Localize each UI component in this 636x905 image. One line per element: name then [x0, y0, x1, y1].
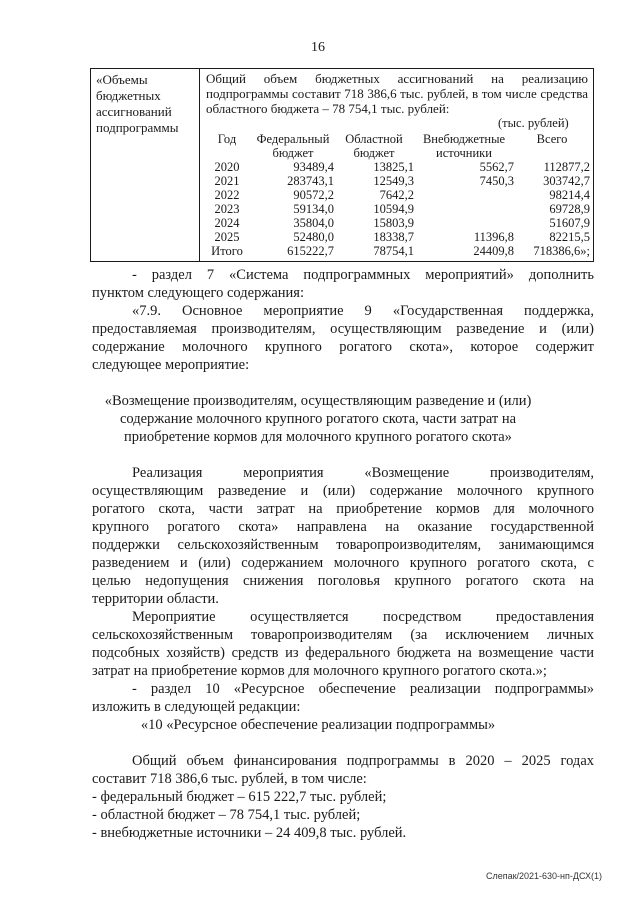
budget-table	[202, 132, 590, 258]
cell-regional: 15803,9	[373, 216, 414, 230]
table-total-row	[202, 244, 590, 258]
cell-total: 51607,9	[549, 216, 590, 230]
text-line: Реализация мероприятия «Возмещение производителям,	[132, 465, 594, 481]
cell-extrabudget: 11396,8	[473, 230, 514, 244]
box-divider	[199, 69, 200, 261]
measure-title-line: содержание молочного крупного рогатого скота, части затрат на	[119, 411, 517, 427]
text-line: - раздел 7 «Система подпрограммных мероприятий» дополнить	[132, 267, 594, 283]
cell-federal: 93489,4	[293, 160, 334, 174]
cell-federal: 52480,0	[293, 230, 334, 244]
text-line: составит 718 386,6 тыс. рублей, в том числе:	[92, 771, 367, 787]
list-item: - федеральный бюджет – 615 222,7 тыс. рублей;	[92, 789, 387, 805]
text-line: разведением и (или) содержанием молочного крупного рогатого скота, с	[92, 555, 594, 571]
cell-year: 2023	[214, 202, 240, 216]
cell-federal: 35804,0	[293, 216, 334, 230]
box-intro-text: Общий объем бюджетных ассигнований на реализацию подпрограммы составит 718 386,6 тыс. рублей, в том числе средства областного бюджета – 78 754,1 тыс. рублей:	[206, 71, 588, 116]
text-line: затрат на приобретение кормов для молочного крупного рогатого скота.»;	[92, 663, 547, 679]
table-row	[202, 174, 590, 188]
cell-federal: 283743,1	[287, 174, 334, 188]
cell-total: 718386,6»;	[533, 244, 590, 258]
box-label-line: подпрограммы	[96, 120, 179, 135]
text-line: следующее мероприятие:	[92, 357, 250, 373]
table-row	[202, 230, 590, 244]
list-item: - внебюджетные источники – 24 409,8 тыс. рублей.	[92, 825, 407, 841]
cell-total: 303742,7	[543, 174, 590, 188]
table-row	[202, 216, 590, 230]
text-line: Мероприятие осуществляется посредством предоставления	[132, 609, 594, 625]
text-line: целью недопущения снижения поголовья крупного рогатого скота на	[92, 573, 594, 589]
cell-total: 69728,9	[549, 202, 590, 216]
text-line: - раздел 10 «Ресурсное обеспечение реализации подпрограммы»	[132, 681, 594, 697]
cell-regional: 12549,3	[373, 174, 414, 188]
cell-regional: 13825,1	[373, 160, 414, 174]
measure-title-line: приобретение кормов для молочного крупного рогатого скота»	[124, 429, 512, 445]
text-line: изложить в следующей редакции:	[92, 699, 301, 715]
cell-year: 2024	[214, 216, 240, 230]
cell-extrabudget: 24409,8	[473, 244, 514, 258]
cell-year: 2020	[214, 160, 240, 174]
section-10-title: «10 «Ресурсное обеспечение реализации подпрограммы»	[140, 717, 496, 733]
table-row	[202, 188, 590, 202]
table-header-row	[202, 132, 590, 160]
header-federal: Федеральный бюджет	[256, 132, 330, 160]
cell-total: 82215,5	[549, 230, 590, 244]
cell-extrabudget	[414, 202, 514, 216]
cell-federal: 59134,0	[293, 202, 334, 216]
cell-regional: 18338,7	[373, 230, 414, 244]
box-label-line: бюджетных	[96, 88, 161, 103]
cell-year: 2025	[214, 230, 240, 244]
cell-regional: 7642,2	[379, 188, 414, 202]
header-year: Год	[217, 132, 237, 146]
cell-extrabudget	[414, 188, 514, 202]
text-line: пунктом следующего содержания:	[92, 285, 304, 301]
text-line: территории области.	[92, 591, 219, 607]
text-line: рогатого скота, части затрат на приобретение кормов для молочного	[92, 501, 594, 517]
text-line: поддержки сельскохозяйственным товаропроизводителям, занимающимся	[92, 537, 594, 553]
cell-federal: 90572,2	[293, 188, 334, 202]
table-row	[202, 202, 590, 216]
cell-extrabudget: 5562,7	[479, 160, 514, 174]
cell-total: 98214,4	[549, 188, 590, 202]
box-label-line: ассигнований	[96, 104, 172, 119]
cell-federal: 615222,7	[287, 244, 334, 258]
unit-note: (тыс. рублей)	[498, 116, 569, 130]
measure-title-line: «Возмещение производителям, осуществляющим разведение и (или)	[104, 393, 532, 409]
cell-extrabudget	[414, 216, 514, 230]
text-line: Общий объем финансирования подпрограммы в 2020 – 2025 годах	[132, 753, 594, 769]
cell-extrabudget: 7450,3	[479, 174, 514, 188]
cell-regional: 78754,1	[373, 244, 414, 258]
document-code: Слепак/2021-630-нп-ДСХ(1)	[485, 871, 602, 881]
cell-year: 2021	[214, 174, 240, 188]
text-line: крупного рогатого скота» направлена на оказание государственной	[92, 519, 594, 535]
header-extrabudget: Внебюджетные источники	[422, 132, 506, 160]
page-number: 16	[311, 40, 325, 55]
text-line: «7.9. Основное мероприятие 9 «Государственная поддержка,	[132, 303, 594, 319]
cell-year: 2022	[214, 188, 240, 202]
list-item: - областной бюджет – 78 754,1 тыс. рублей;	[92, 807, 361, 823]
cell-total: 112877,2	[543, 160, 590, 174]
text-line: осуществляющим разведение и (или) содержание молочного крупного	[92, 483, 594, 499]
table-row	[202, 160, 590, 174]
box-label-line: «Объемы	[96, 72, 148, 87]
text-line: предоставляемая производителям, осуществляющим разведение и (или)	[92, 321, 594, 337]
cell-regional: 10594,9	[373, 202, 414, 216]
header-regional: Областной бюджет	[345, 132, 403, 160]
text-line: подсобных хозяйств) средств из федерального бюджета на возмещение части	[92, 645, 594, 661]
text-line: содержание молочного крупного рогатого скота», которое содержит	[92, 339, 594, 355]
text-line: сельскохозяйственным товаропроизводителям (за исключением личных	[92, 627, 594, 643]
cell-year: Итого	[211, 244, 243, 258]
header-total: Всего	[536, 132, 568, 146]
